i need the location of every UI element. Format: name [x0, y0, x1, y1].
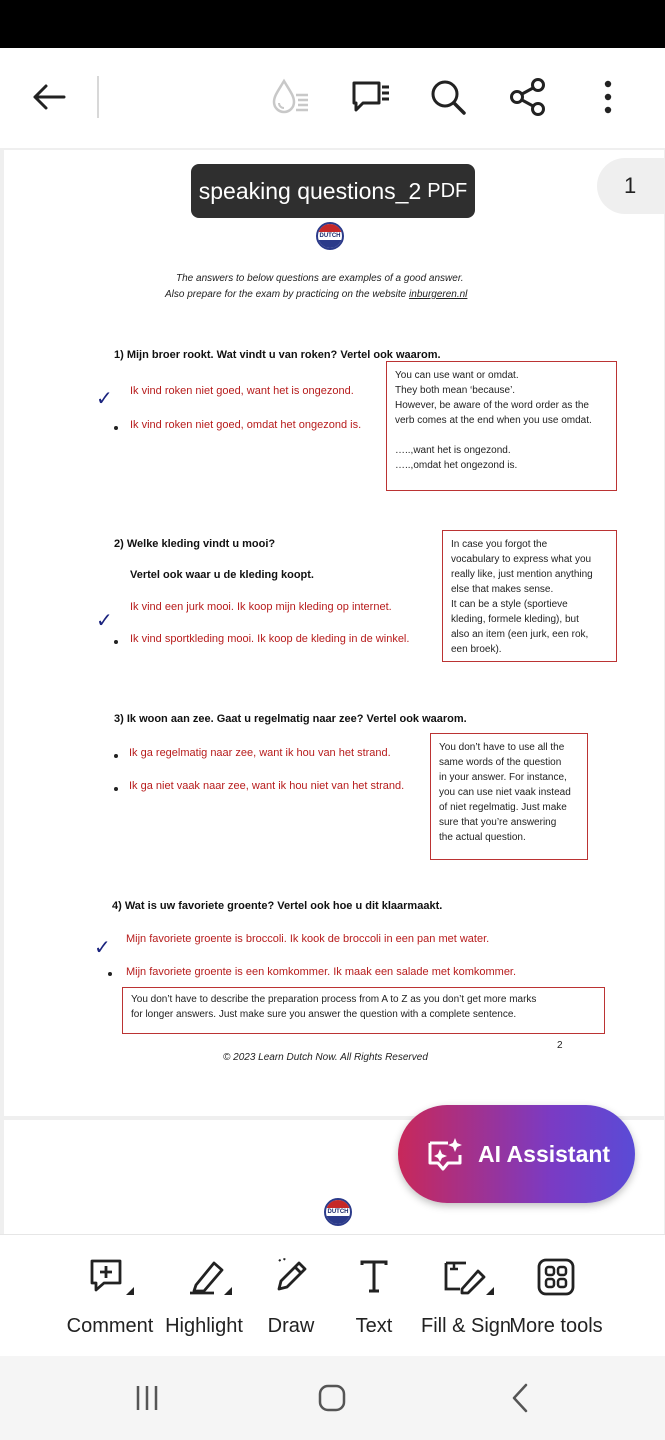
question-2: 2) Welke kleding vindt u mooi? — [114, 538, 276, 550]
note-line: sure that you’re answering — [439, 817, 557, 828]
inburgeren-link[interactable]: inburgeren.nl — [409, 289, 468, 300]
draw-tool-label: Draw — [267, 1315, 315, 1337]
toolbar-divider — [97, 76, 99, 118]
page-indicator-number: 1 — [624, 173, 637, 198]
text-icon — [350, 1255, 398, 1299]
fill-sign-icon — [418, 1255, 514, 1299]
comment-tool[interactable] — [66, 1255, 154, 1338]
note-line: for longer answers. Just make sure you answer the question with a complete sentence. — [131, 1009, 517, 1020]
note-line: also an item (een jurk, een rok, — [451, 629, 589, 640]
recent-apps-icon[interactable] — [127, 1380, 167, 1416]
answer-2a: Ik vind een jurk mooi. Ik koop mijn kleding op internet. — [130, 601, 392, 613]
note-box-1 — [386, 361, 617, 491]
back-arrow-icon[interactable] — [25, 73, 73, 121]
more-vert-icon[interactable] — [584, 73, 632, 121]
bullet-icon — [114, 640, 118, 644]
highlight-tool[interactable] — [163, 1255, 245, 1338]
add-comment-icon — [66, 1255, 154, 1299]
note-line: …..,want het is ongezond. — [395, 445, 511, 456]
bullet-icon — [114, 754, 118, 758]
page-indicator[interactable] — [597, 158, 665, 214]
status-bar — [0, 0, 665, 48]
checkmark-icon: ✓ — [96, 610, 113, 632]
note-line: same words of the question — [439, 757, 562, 768]
document-title-suffix: PDF — [427, 179, 468, 202]
intro-line-1: The answers to below questions are examples of a good answer. — [176, 273, 464, 284]
note-line: kleding, formele kleding), but — [451, 614, 579, 625]
note-line: It can be a style (sportieve — [451, 599, 568, 610]
answer-4b: Mijn favoriete groente is een komkommer. Ik maak een salade met komkommer. — [126, 966, 517, 978]
nav-back-icon[interactable] — [500, 1380, 540, 1416]
copyright-notice: © 2023 Learn Dutch Now. All Rights Reserved — [223, 1052, 428, 1063]
note-line: verb comes at the end when you use omdat. — [395, 415, 592, 426]
text-tool[interactable] — [350, 1255, 398, 1338]
more-tools[interactable] — [508, 1255, 604, 1338]
comment-tool-label: Comment — [66, 1315, 154, 1337]
note-line: They both mean ‘because’. — [395, 385, 516, 396]
note-line: else that makes sense. — [451, 584, 554, 595]
note-line: You don’t have to describe the preparation process from A to Z as you don’t get more marks — [131, 994, 537, 1005]
note-line: een broek). — [451, 644, 502, 655]
note-line: of niet regelmatig. Just make — [439, 802, 567, 813]
note-line: really like, just mention anything — [451, 569, 593, 580]
comment-list-icon[interactable] — [346, 73, 394, 121]
note-line — [395, 428, 608, 443]
answer-2b: Ik vind sportkleding mooi. Ik koop de kleding in de winkel. — [130, 633, 410, 645]
highlight-tool-label: Highlight — [165, 1315, 243, 1337]
ai-sparkle-icon — [426, 1134, 466, 1174]
answer-3b: Ik ga niet vaak naar zee, want ik hou niet van het strand. — [129, 780, 405, 792]
note-line: However, be aware of the word order as the — [395, 400, 589, 411]
bullet-icon — [114, 426, 118, 430]
fill-sign-tool-label: Fill & Sign — [420, 1315, 512, 1337]
top-toolbar — [0, 48, 665, 148]
system-navigation-bar — [0, 1356, 665, 1440]
document-title: speaking questions_2 — [198, 177, 422, 204]
search-icon[interactable] — [424, 73, 472, 121]
text-tool-label: Text — [355, 1315, 393, 1337]
answer-1b: Ik vind roken niet goed, omdat het ongezond is. — [130, 419, 362, 431]
note-line: You don’t have to use all the — [439, 742, 565, 753]
answer-3a: Ik ga regelmatig naar zee, want ik hou van het strand. — [129, 747, 391, 759]
more-tools-label: More tools — [509, 1315, 603, 1337]
question-2-sub: Vertel ook waar u de kleding koopt. — [130, 569, 314, 581]
bullet-icon — [108, 972, 112, 976]
draw-tool[interactable] — [262, 1255, 320, 1338]
learn-dutch-logo: DUTCH — [324, 1198, 354, 1230]
fill-sign-tool[interactable] — [418, 1255, 514, 1338]
read-aloud-icon[interactable] — [265, 73, 313, 121]
note-line: vocabulary to express what you — [451, 554, 592, 565]
document-viewer[interactable] — [0, 148, 665, 1234]
note-line: in your answer. For instance, — [439, 772, 567, 783]
ai-assistant-button[interactable] — [398, 1105, 635, 1203]
bottom-toolbar — [0, 1234, 665, 1356]
note-box-2 — [442, 530, 617, 662]
note-line: you can use niet vaak instead — [439, 787, 571, 798]
checkmark-icon: ✓ — [96, 388, 113, 410]
intro-line-2 — [165, 289, 467, 300]
note-line: In case you forgot the — [451, 539, 548, 550]
note-box-3 — [430, 733, 588, 860]
highlighter-icon — [163, 1255, 245, 1299]
answer-1a: Ik vind roken niet goed, want het is ongezond. — [130, 385, 354, 397]
grid-icon — [508, 1255, 604, 1299]
intro-line-2-text: Also prepare for the exam by practicing on the website — [165, 289, 410, 300]
question-1: 1) Mijn broer rookt. Wat vindt u van roken? Vertel ook waarom. — [114, 349, 441, 361]
checkmark-icon: ✓ — [94, 937, 111, 959]
note-box-4 — [122, 987, 605, 1034]
home-icon[interactable] — [312, 1380, 352, 1416]
note-line: You can use want or omdat. — [395, 370, 519, 381]
learn-dutch-logo: DUTCH — [316, 222, 346, 254]
question-3: 3) Ik woon aan zee. Gaat u regelmatig naar zee? Vertel ook waarom. — [114, 713, 467, 725]
bullet-icon — [114, 787, 118, 791]
note-line: …..,omdat het ongezond is. — [395, 460, 518, 471]
question-4: 4) Wat is uw favoriete groente? Vertel ook hoe u dit klaarmaakt. — [112, 900, 443, 912]
share-icon[interactable] — [504, 73, 552, 121]
document-title-pill — [191, 164, 475, 218]
pdf-page-number: 2 — [557, 1040, 563, 1051]
pencil-icon — [262, 1255, 320, 1299]
ai-assistant-label: AI Assistant — [478, 1140, 611, 1167]
answer-4a: Mijn favoriete groente is broccoli. Ik kook de broccoli in een pan met water. — [126, 933, 490, 945]
note-line: the actual question. — [439, 832, 526, 843]
